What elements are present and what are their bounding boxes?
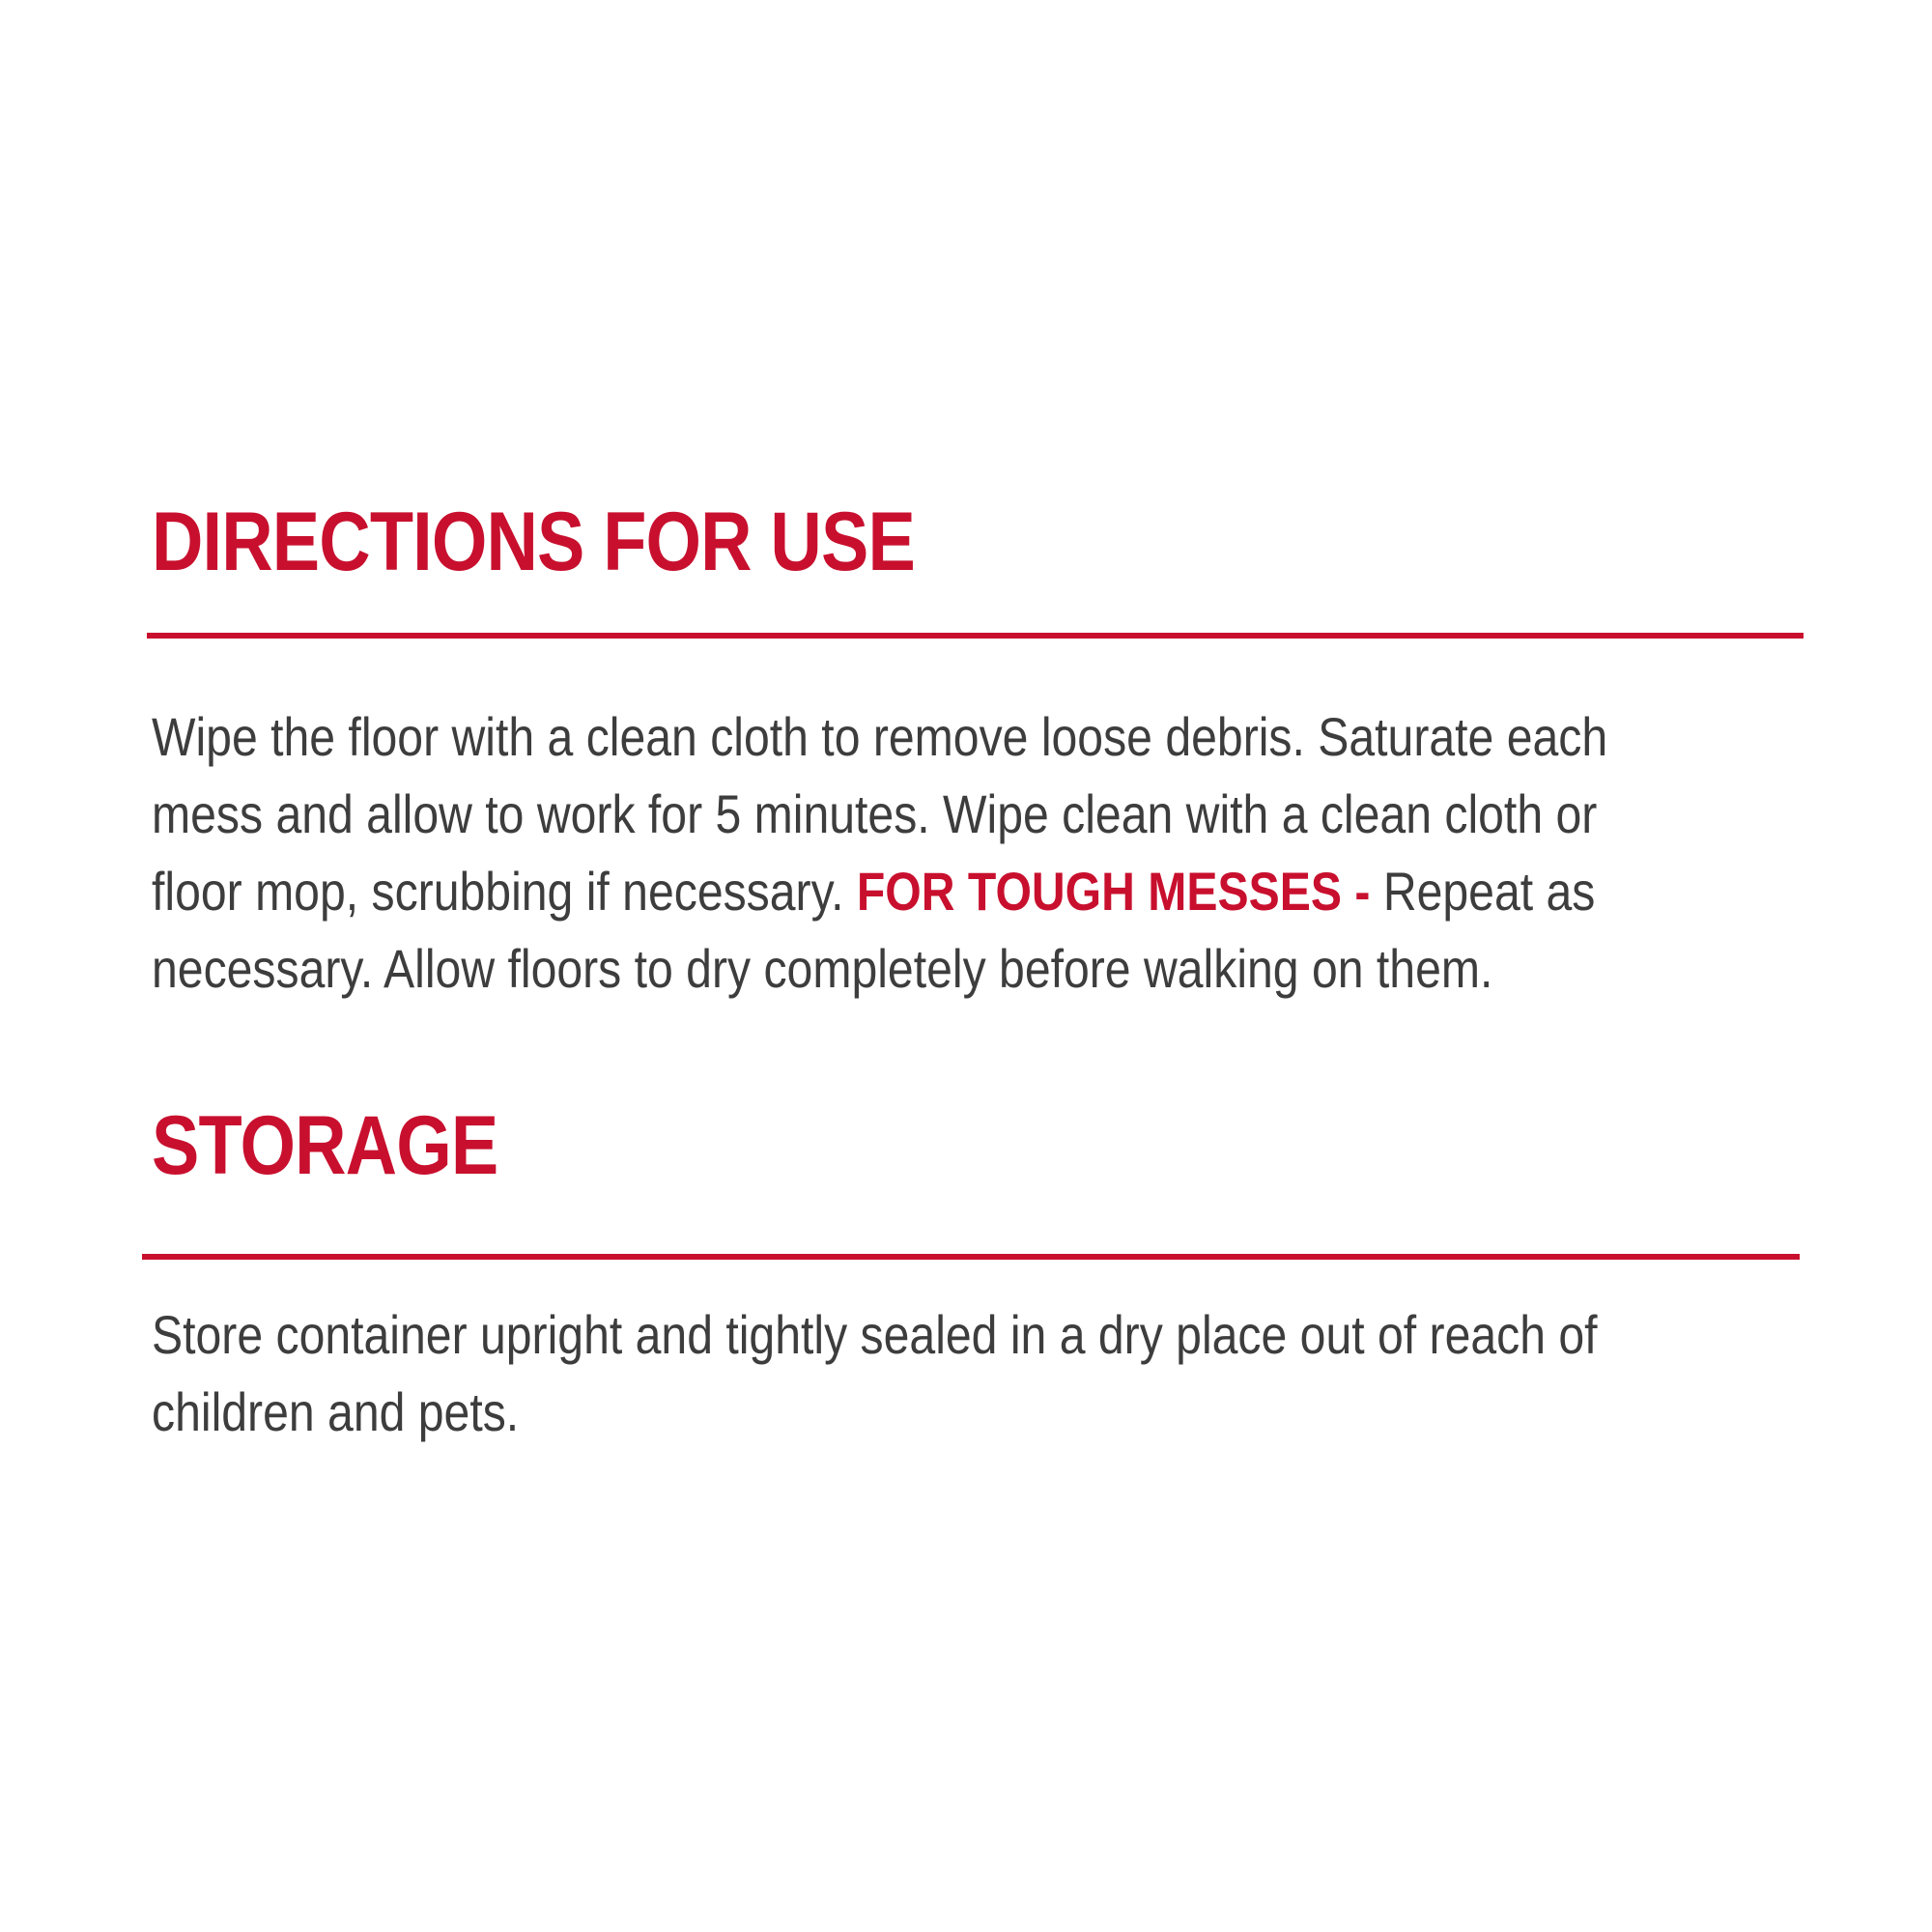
storage-text	[152, 1296, 1730, 1451]
tough-messes-emphasis: FOR TOUGH MESSES -	[856, 861, 1371, 922]
storage-line: Store container upright and tightly sealed in a dry place out of reach of	[152, 1304, 1598, 1365]
storage-line: children and pets.	[152, 1381, 520, 1442]
directions-line-text: Repeat as	[1370, 861, 1596, 922]
storage-divider	[142, 1254, 1800, 1260]
directions-line	[152, 853, 1730, 930]
directions-line: necessary. Allow floors to dry completely before walking on them.	[152, 938, 1493, 999]
storage-heading: STORAGE	[152, 1099, 498, 1192]
directions-heading: DIRECTIONS FOR USE	[152, 496, 915, 588]
directions-line-text: floor mop, scrubbing if necessary.	[152, 861, 857, 922]
directions-text	[152, 698, 1730, 1008]
directions-divider	[147, 633, 1804, 639]
directions-line: mess and allow to work for 5 minutes. Wipe clean with a clean cloth or	[152, 783, 1598, 844]
directions-line: Wipe the floor with a clean cloth to remove loose debris. Saturate each	[152, 706, 1608, 767]
